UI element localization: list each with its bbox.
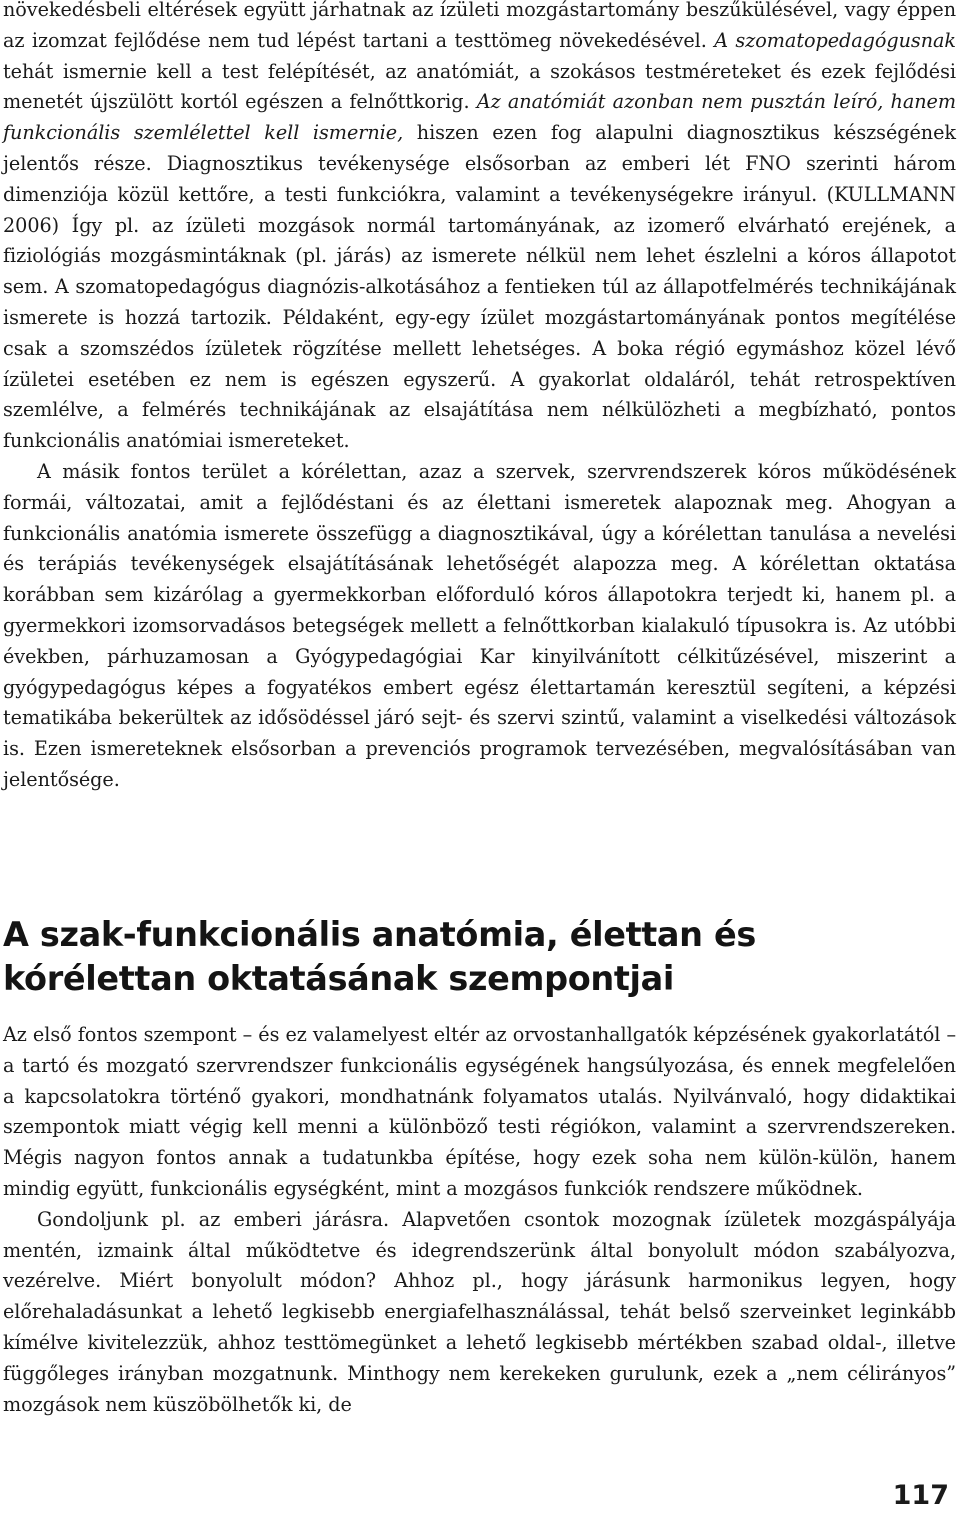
paragraph-1-text-c: tehát ismernie kell a test felépítését, az anatómiát, a szokásos testméreteket és ezek fejlődési menetét újszülött kortól egészen a felnőttkorig. — [3, 59, 956, 114]
paragraph-1-text-e: hiszen ezen fog alapulni diagnosztikus készségének jelentős része. Diagnosztikus tevékenysége elsősorban az emberi lét FNO szerinti három dimenziója közül kettőre, a testi funkciókra, valamint a tevékenységekre irányul. (KULLMANN 2006) Így pl. az ízületi mozgások normál tartományának, az izomerő elvárható erejének, a fiziológiás mozgásmintáknak (pl. járás) az ismerete nélkül nem lehet észlelni a kóros állapotot sem. A szomatopedagógus diagnózis-alkotásához a fentieken túl az állapotfelmérés technikájának ismerete is hozzá tartozik. Példaként, egy-egy ízület mozgástartományának pontos megítélése csak a szomszédos ízületek rögzítése mellett lehetséges. A boka régió egymáshoz közel lévő ízületei esetében ez nem is egészen egyszerű. A gyakorlat oldaláról, tehát retrospektíven szemlélve, a felmérés technikájának az elsajátítása nem nélkülözheti a megbízható, pontos funkcionális anatómiai ismereteket. — [3, 121, 956, 453]
paragraph-1-text-a: növekedésbeli eltérések együtt járhatnak az ízületi mozgástartomány beszűkülésével, vagy éppen az izomzat fejlődése nem tud lépést tartani a testtömeg növekedésével. — [3, 0, 956, 52]
paragraph-4: Gondoljunk pl. az emberi járásra. Alapvetően csontok mozognak ízületek mozgáspályája mentén, izmaink által működtetve és idegrendszerünk által bonyolult módon szabályozva, vezérelve. Miért bonyolult módon? Ahhoz pl., hogy járásunk harmonikus legyen, hogy előrehaladásunkat a lehető legkisebb energiafelhasználással, tehát belső szerveinket leginkább kímélve kivitelezzük, ahhoz testtömegünket a lehető legkisebb mértékben szabad oldal-, illetve függőleges irányban mozgatnunk. Minthogy nem kerekeken gurulunk, ezek a „nem célirányos” mozgások nem küszöbölhetők ki, de — [3, 1207, 956, 1416]
paragraph-1 — [3, 0, 956, 457]
paragraph-1-italic-d: Az anatómiát azonban nem pusztán leíró, hanem funkcionális szemlélettel kell ismernie, — [3, 90, 956, 145]
paragraph-3: Az első fontos szempont – és ez valamelyest eltér az orvostanhallgatók képzésének gyakorlatától – a tartó és mozgató szervrendszer funkcionális egységének hangsúlyozása, és ennek megfelelően a kapcsolatokra történő gyakori, mondhatnánk folyamatos utalás. Nyilvánvaló, hogy didaktikai szempontok miatt végig kell menni a különböző testi régiókon, valamint a szervrendszereken. Mégis nagyon fontos annak a tudatunkba építése, hogy ezek soha nem külön-külön, hanem mindig együtt, funkcionális egységként, mint a mozgásos funkciók rendszere működnek. — [3, 1023, 956, 1200]
paragraph-2: A másik fontos terület a kórélettan, azaz a szervek, szervrendszerek kóros működésének formái, változatai, amit a fejlődéstani és az élettani ismeretek alapoznak meg. Ahogyan a funkcionális anatómia ismerete összefügg a diagnosztikával, úgy a kórélettan tanulása a nevelési és terápiás tevékenységek elsajátításának lehetőségét alapozza meg. A kórélettan oktatása korábban sem kizárólag a gyermekkorban előforduló kóros állapotokra terjedt ki, hanem pl. a gyermekkori izomsorvadásos betegségek mellett a felnőttkorban kialakuló típusokra is. Az utóbbi években, párhuzamosan a Gyógypedagógiai Kar kinyilvánított célkitűzésével, miszerint a gyógypedagógus képes a fogyatékos embert egész élettartamán keresztül segíteni, a képzési tematikába bekerültek az idősödéssel járó sejt- és szervi szintű, valamint a viselkedési változások is. Ezen ismereteknek elsősorban a prevenciós programok tervezésében, megvalósításában van jelentősége. — [3, 459, 956, 791]
page-number: 117 — [892, 1480, 949, 1511]
section-2 — [3, 1020, 956, 1420]
section-heading: A szak-funkcionális anatómia, élettan és kórélettan oktatásának szempontjai — [3, 915, 756, 998]
section-1 — [3, 0, 956, 796]
paragraph-1-italic-b: A szomatopedagógusnak — [714, 28, 956, 52]
